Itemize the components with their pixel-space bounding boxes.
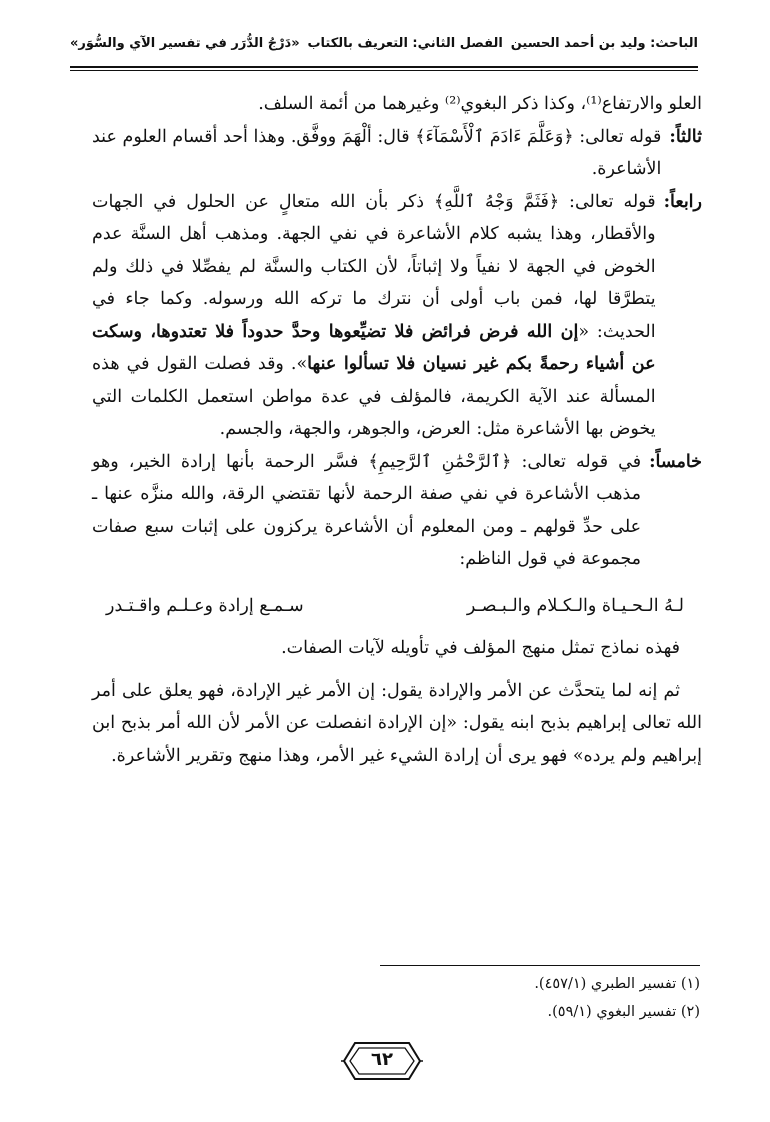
header-book-title: «دَرْجُ الدُّرَر في تفسير الآي والسُّوَر» xyxy=(70,36,300,51)
paragraph-top: العلو والارتفاع⁽¹⁾، وكذا ذكر البغوي⁽²⁾ وغيرهما من أئمة السلف. xyxy=(258,94,702,114)
main-text xyxy=(92,88,702,772)
point-fourth-text xyxy=(92,186,656,446)
footnote-2: (٢) تفسير البغوي (٥٩/١). xyxy=(547,1004,700,1020)
point-third xyxy=(92,121,702,186)
header-rule-thick xyxy=(70,66,698,68)
point-fifth-label: خامساً: xyxy=(649,451,702,472)
poem-hemistich-first: لـهُ الـحـيـاة والـكـلام والـبـصـر xyxy=(466,595,684,616)
header-author: الباحث: وليد بن أحمد الحسين xyxy=(510,36,698,51)
hadith-quote: إن الله فرض فرائض فلا تضيِّعوها وحدَّ حدوداً فلا تعتدوها، وسكت عن أشياء رحمةً بكم غير نسيان فلا تسألوا عنها xyxy=(92,321,656,374)
footnotes xyxy=(92,970,700,1026)
running-header xyxy=(70,36,698,57)
point-fourth-text-a: قوله تعالى: ﴿فَثَمَّ وَجْهُ ٱللَّهِ﴾ ذكر بأن الله متعالٍ عن الحلول في الجهات والأقطار، وهذا يشبه كلام الأشاعرة في نفي الجهة. ومذهب أهل السنَّة عدم الخوض في الجهة لا نفياً ولا إثباتاً، لأن الكتاب والسنَّة لم يفصِّلا في ذلك ولم يتطرَّقا لها، فمن باب أولى أن نترك ما تركه الله ورسوله. وكما جاء في الحديث: « xyxy=(92,191,656,342)
header-chapter: الفصل الثاني: التعريف بالكتاب xyxy=(307,36,503,51)
point-third-text: قوله تعالى: ﴿وَعَلَّمَ ءَادَمَ ٱلْأَسْمَآءَ﴾ قال: ألْهَمَ ووفَّق. وهذا أحد أقسام العلوم عند الأشاعرة. xyxy=(92,126,662,179)
point-fifth xyxy=(92,446,702,576)
point-fourth xyxy=(92,186,702,446)
paragraph-after-poem: فهذه نماذج تمثل منهج المؤلف في تأويله لآيات الصفات. xyxy=(281,638,680,658)
header-rule-thin xyxy=(70,70,698,71)
point-third-label: ثالثاً: xyxy=(669,126,702,147)
footnote-1: (١) تفسير الطبري (٤٥٧/١). xyxy=(534,976,700,992)
point-fifth-text: في قوله تعالى: ﴿ٱلرَّحْمَٰنِ ٱلرَّحِيمِ﴾ فسَّر الرحمة بأنها إرادة الخير، وهو مذهب الأشاعرة في نفي صفة الرحمة لأنها تقتضي الرقة، والله منزَّه عنها ـ على حدِّ قولهم ـ ومن المعلوم أن الأشاعرة يركزون على إثبات سبع صفات مجموعة في قول الناظم: xyxy=(92,451,642,569)
footnote-rule xyxy=(380,965,700,966)
point-fourth-text-b: ». وقد فصلت القول في هذه المسألة عند الآية الكريمة، فالمؤلف في عدة مواطن استعمل الكلمات التي يخوض بها الأشاعرة مثل: العرض، والجوهر، والجهة، والجسم. xyxy=(92,354,656,439)
page-number: ٦٢ xyxy=(371,1049,393,1070)
poem-verse xyxy=(92,590,702,623)
point-fourth-label: رابعاً: xyxy=(663,191,702,212)
paragraph-gap xyxy=(92,665,702,675)
paragraph-last: ثم إنه لما يتحدَّث عن الأمر والإرادة يقول: إن الأمر غير الإرادة، فهو يعلق على أمر الله تعالى إبراهيم بذبح ابنه يقول: «إن الإرادة انفصلت عن الأمر لأن الله أمر بذبح ابن إبراهيم ولم يرده» فهو يرى أن إرادة الشيء غير الأمر، وهذا منهج وتقرير الأشاعرة. xyxy=(92,680,702,766)
page-number-ornament xyxy=(341,1040,423,1082)
poem-hemistich-second: سـمـع إرادة وعـلـم واقـتـدر xyxy=(106,595,304,616)
